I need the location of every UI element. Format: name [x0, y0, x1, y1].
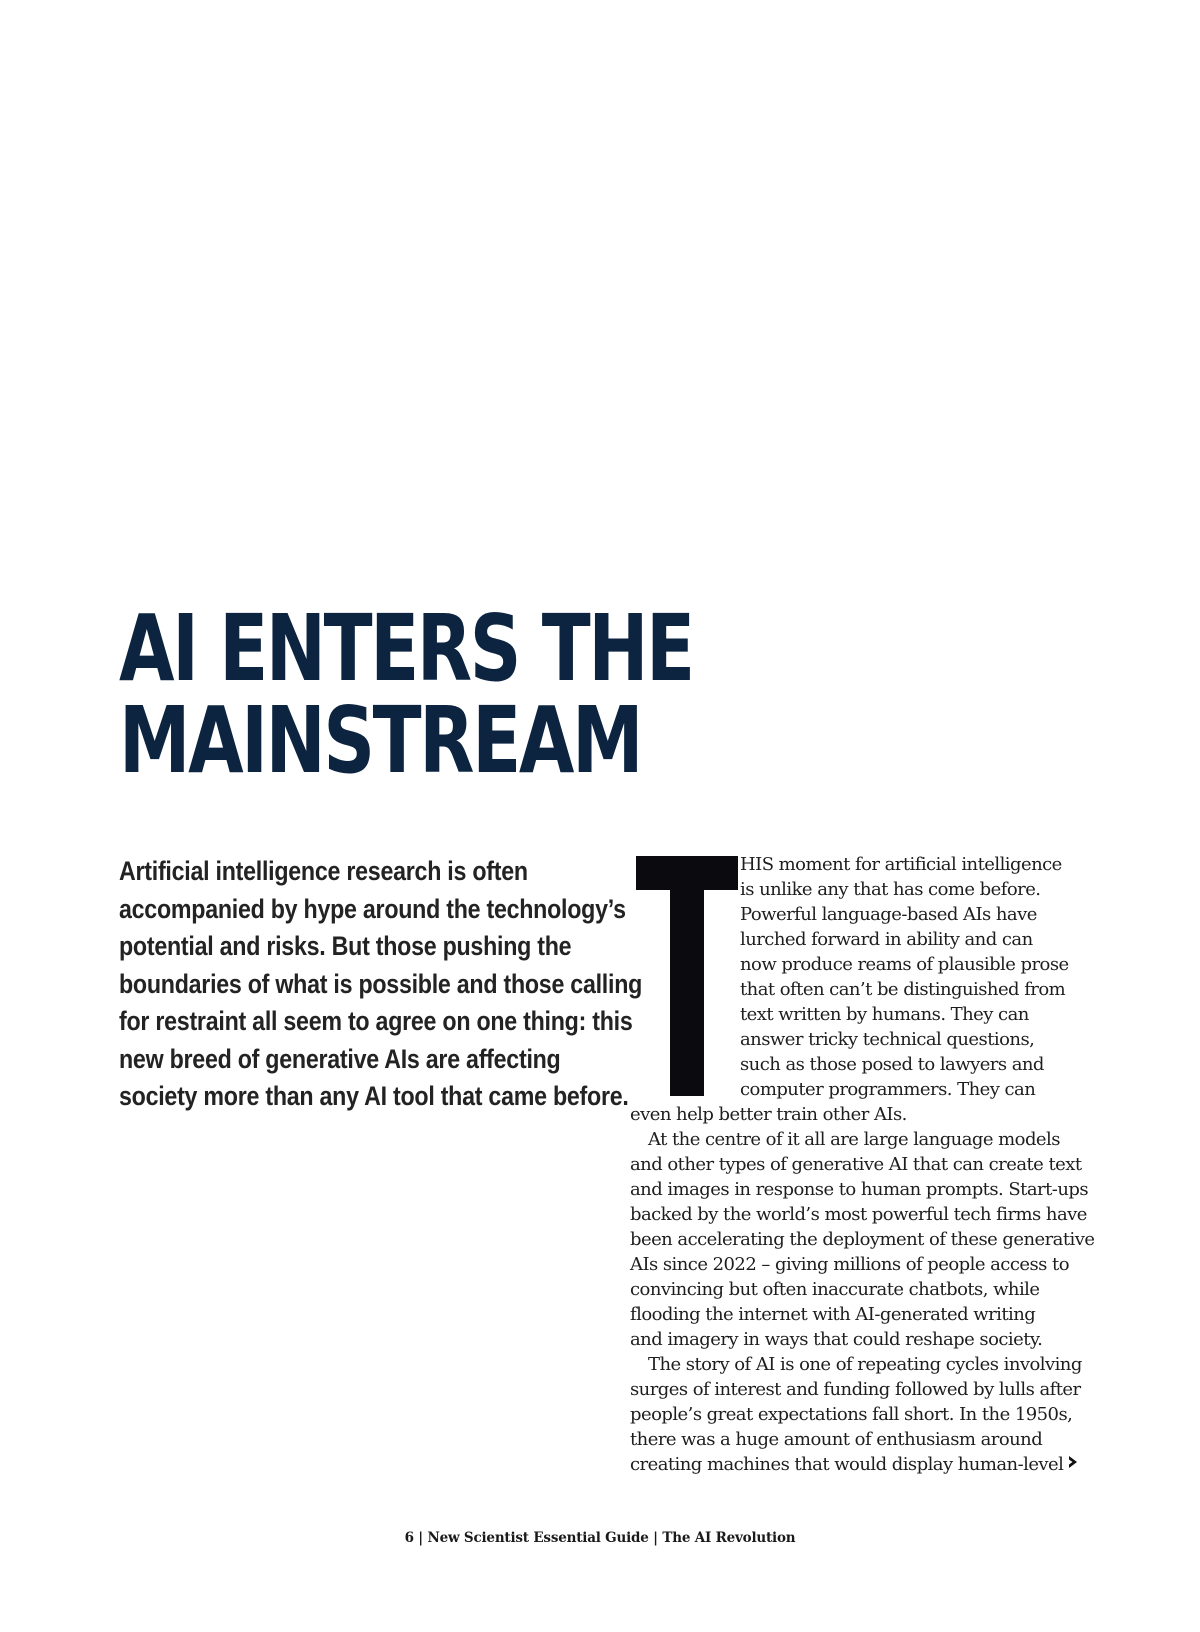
body-line: surges of interest and funding followed by lulls after [630, 1379, 1081, 1400]
title-line: MAINSTREAM [119, 687, 642, 794]
standfirst-line: new breed of generative AIs are affecting [119, 1043, 561, 1074]
body-line: flooding the internet with AI-generated writing [630, 1304, 1036, 1325]
standfirst-line: for restraint all seem to agree on one thing: this [119, 1006, 633, 1036]
body-line: is unlike any that has come before. [740, 879, 1041, 900]
body-line: even help better train other AIs. [630, 1104, 907, 1125]
standfirst-line: Artificial intelligence research is often [119, 856, 528, 886]
body-line: lurched forward in ability and can [740, 929, 1033, 950]
page-title [119, 595, 693, 794]
body-line: that often can’t be distinguished from [740, 979, 1066, 1000]
body-line: convincing but often inaccurate chatbots, while [630, 1279, 1040, 1300]
standfirst-line: boundaries of what is possible and those calling [119, 968, 643, 999]
standfirst [119, 853, 643, 1116]
body-line: At the centre of it all are large language models [648, 1129, 1060, 1150]
standfirst-line: society more than any AI tool that came before. [119, 1081, 629, 1111]
body-line: people’s great expectations fall short. In the 1950s, [630, 1404, 1073, 1425]
standfirst-line: potential and risks. But those pushing the [119, 931, 572, 961]
body-line: and imagery in ways that could reshape society. [630, 1329, 1043, 1350]
body-line: The story of AI is one of repeating cycles involving [648, 1354, 1082, 1375]
body-line: answer tricky technical questions, [740, 1029, 1035, 1050]
article-body [630, 852, 1095, 1477]
body-line: HIS moment for artificial intelligence [740, 854, 1062, 875]
body-line: such as those posed to lawyers and [740, 1054, 1044, 1075]
body-line: AIs since 2022 – giving millions of people access to [630, 1254, 1069, 1275]
body-line: been accelerating the deployment of these generative [630, 1229, 1095, 1250]
standfirst-line: accompanied by hype around the technology’s [119, 893, 626, 924]
title-line: AI ENTERS THE [119, 595, 693, 702]
page-footer: 6 | New Scientist Essential Guide | The AI Revolution [404, 1530, 796, 1546]
body-line: there was a huge amount of enthusiasm around [630, 1429, 1043, 1450]
body-line: Powerful language-based AIs have [740, 904, 1037, 925]
body-line: and other types of generative AI that can create text [630, 1154, 1082, 1175]
body-line: backed by the world’s most powerful tech firms have [630, 1204, 1087, 1225]
body-line: creating machines that would display human-level [630, 1454, 1064, 1475]
body-line: now produce reams of plausible prose [740, 954, 1069, 975]
body-line: text written by humans. They can [740, 1004, 1029, 1025]
body-line: and images in response to human prompts. Start-ups [630, 1179, 1089, 1200]
body-line: computer programmers. They can [740, 1079, 1036, 1100]
chevron-right-icon [1066, 1454, 1080, 1470]
